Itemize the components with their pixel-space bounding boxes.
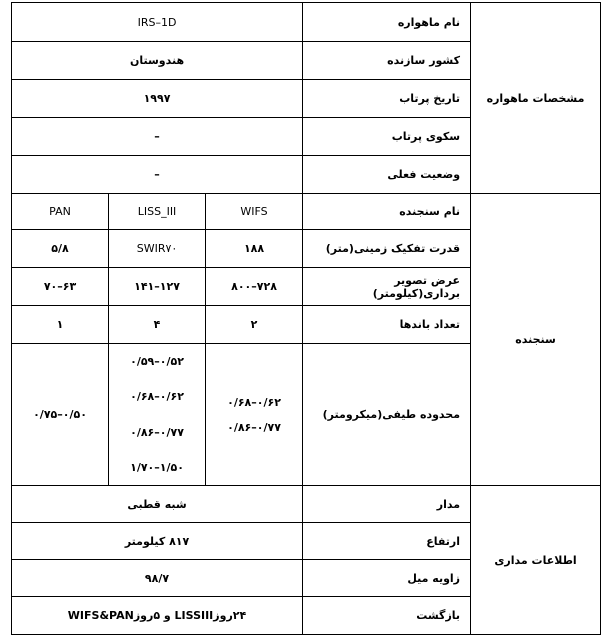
value-launch-site: – bbox=[12, 118, 303, 156]
bands-wifs: ۲ bbox=[206, 306, 303, 344]
value-altitude: ۸۱۷ کیلومتر bbox=[12, 523, 303, 560]
sensor-pan: PAN bbox=[12, 194, 109, 230]
sensor-liss: LISS_III bbox=[109, 194, 206, 230]
spectral-wifs bbox=[206, 344, 303, 486]
swath-pan: ۶۳–۷۰ bbox=[12, 268, 109, 306]
label-sensor-name: نام سنجنده bbox=[303, 194, 471, 230]
sensor-wifs: WIFS bbox=[206, 194, 303, 230]
label-satellite-name: نام ماهواره bbox=[303, 3, 471, 42]
spectral-pan: ۰/۵۰–۰/۷۵ bbox=[12, 344, 109, 486]
label-resolution: قدرت تفکیک زمینی(متر) bbox=[303, 230, 471, 268]
spectral-liss-range: ۰/۷۷–۰/۸۶ bbox=[130, 425, 184, 439]
bands-pan: ۱ bbox=[12, 306, 109, 344]
category-satellite: مشخصات ماهواره bbox=[471, 3, 601, 194]
resolution-pan: ۵/۸ bbox=[12, 230, 109, 268]
label-country: کشور سازنده bbox=[303, 42, 471, 80]
label-spectral: محدوده طیفی(میکرومتر) bbox=[303, 344, 471, 486]
value-country: هندوستان bbox=[12, 42, 303, 80]
label-launch-site: سکوی پرتاب bbox=[303, 118, 471, 156]
category-orbit: اطلاعات مداری bbox=[471, 486, 601, 635]
resolution-wifs: ۱۸۸ bbox=[206, 230, 303, 268]
spec-table bbox=[11, 2, 601, 635]
label-launch-date: تاریخ پرتاب bbox=[303, 80, 471, 118]
label-orbit: مدار bbox=[303, 486, 471, 523]
spectral-wifs-range: ۰/۶۲–۰/۶۸ bbox=[227, 395, 281, 409]
label-altitude: ارتفاع bbox=[303, 523, 471, 560]
resolution-liss: SWIR۷۰ bbox=[109, 230, 206, 268]
bands-liss: ۴ bbox=[109, 306, 206, 344]
label-swath: عرض تصویر برداری(کیلومتر) bbox=[303, 268, 471, 306]
category-sensor: سنجنده bbox=[471, 194, 601, 486]
swath-wifs: ۷۲۸–۸۰۰ bbox=[206, 268, 303, 306]
value-orbit: شبه قطبی bbox=[12, 486, 303, 523]
value-status: – bbox=[12, 156, 303, 194]
row-sensor-names bbox=[12, 194, 601, 230]
label-bands: تعداد باندها bbox=[303, 306, 471, 344]
spectral-liss-range: ۱/۵۰–۱/۷۰ bbox=[130, 460, 184, 474]
swath-liss: ۱۲۷–۱۴۱ bbox=[109, 268, 206, 306]
value-revisit: ۲۴روزLISSIII و ۵روزWIFS&PAN bbox=[12, 597, 303, 635]
value-satellite-name: IRS–1D bbox=[12, 3, 303, 42]
label-inclination: زاویه میل bbox=[303, 560, 471, 597]
spectral-wifs-range: ۰/۷۷–۰/۸۶ bbox=[227, 420, 281, 434]
row-orbit bbox=[12, 486, 601, 523]
value-launch-date: ۱۹۹۷ bbox=[12, 80, 303, 118]
label-status: وضعیت فعلی bbox=[303, 156, 471, 194]
value-inclination: ۹۸/۷ bbox=[12, 560, 303, 597]
spectral-liss-range: ۰/۶۲–۰/۶۸ bbox=[130, 390, 184, 404]
row-satellite-name bbox=[12, 3, 601, 42]
spectral-liss bbox=[109, 344, 206, 486]
label-revisit: بازگشت bbox=[303, 597, 471, 635]
spectral-liss-range: ۰/۵۲–۰/۵۹ bbox=[130, 355, 184, 369]
